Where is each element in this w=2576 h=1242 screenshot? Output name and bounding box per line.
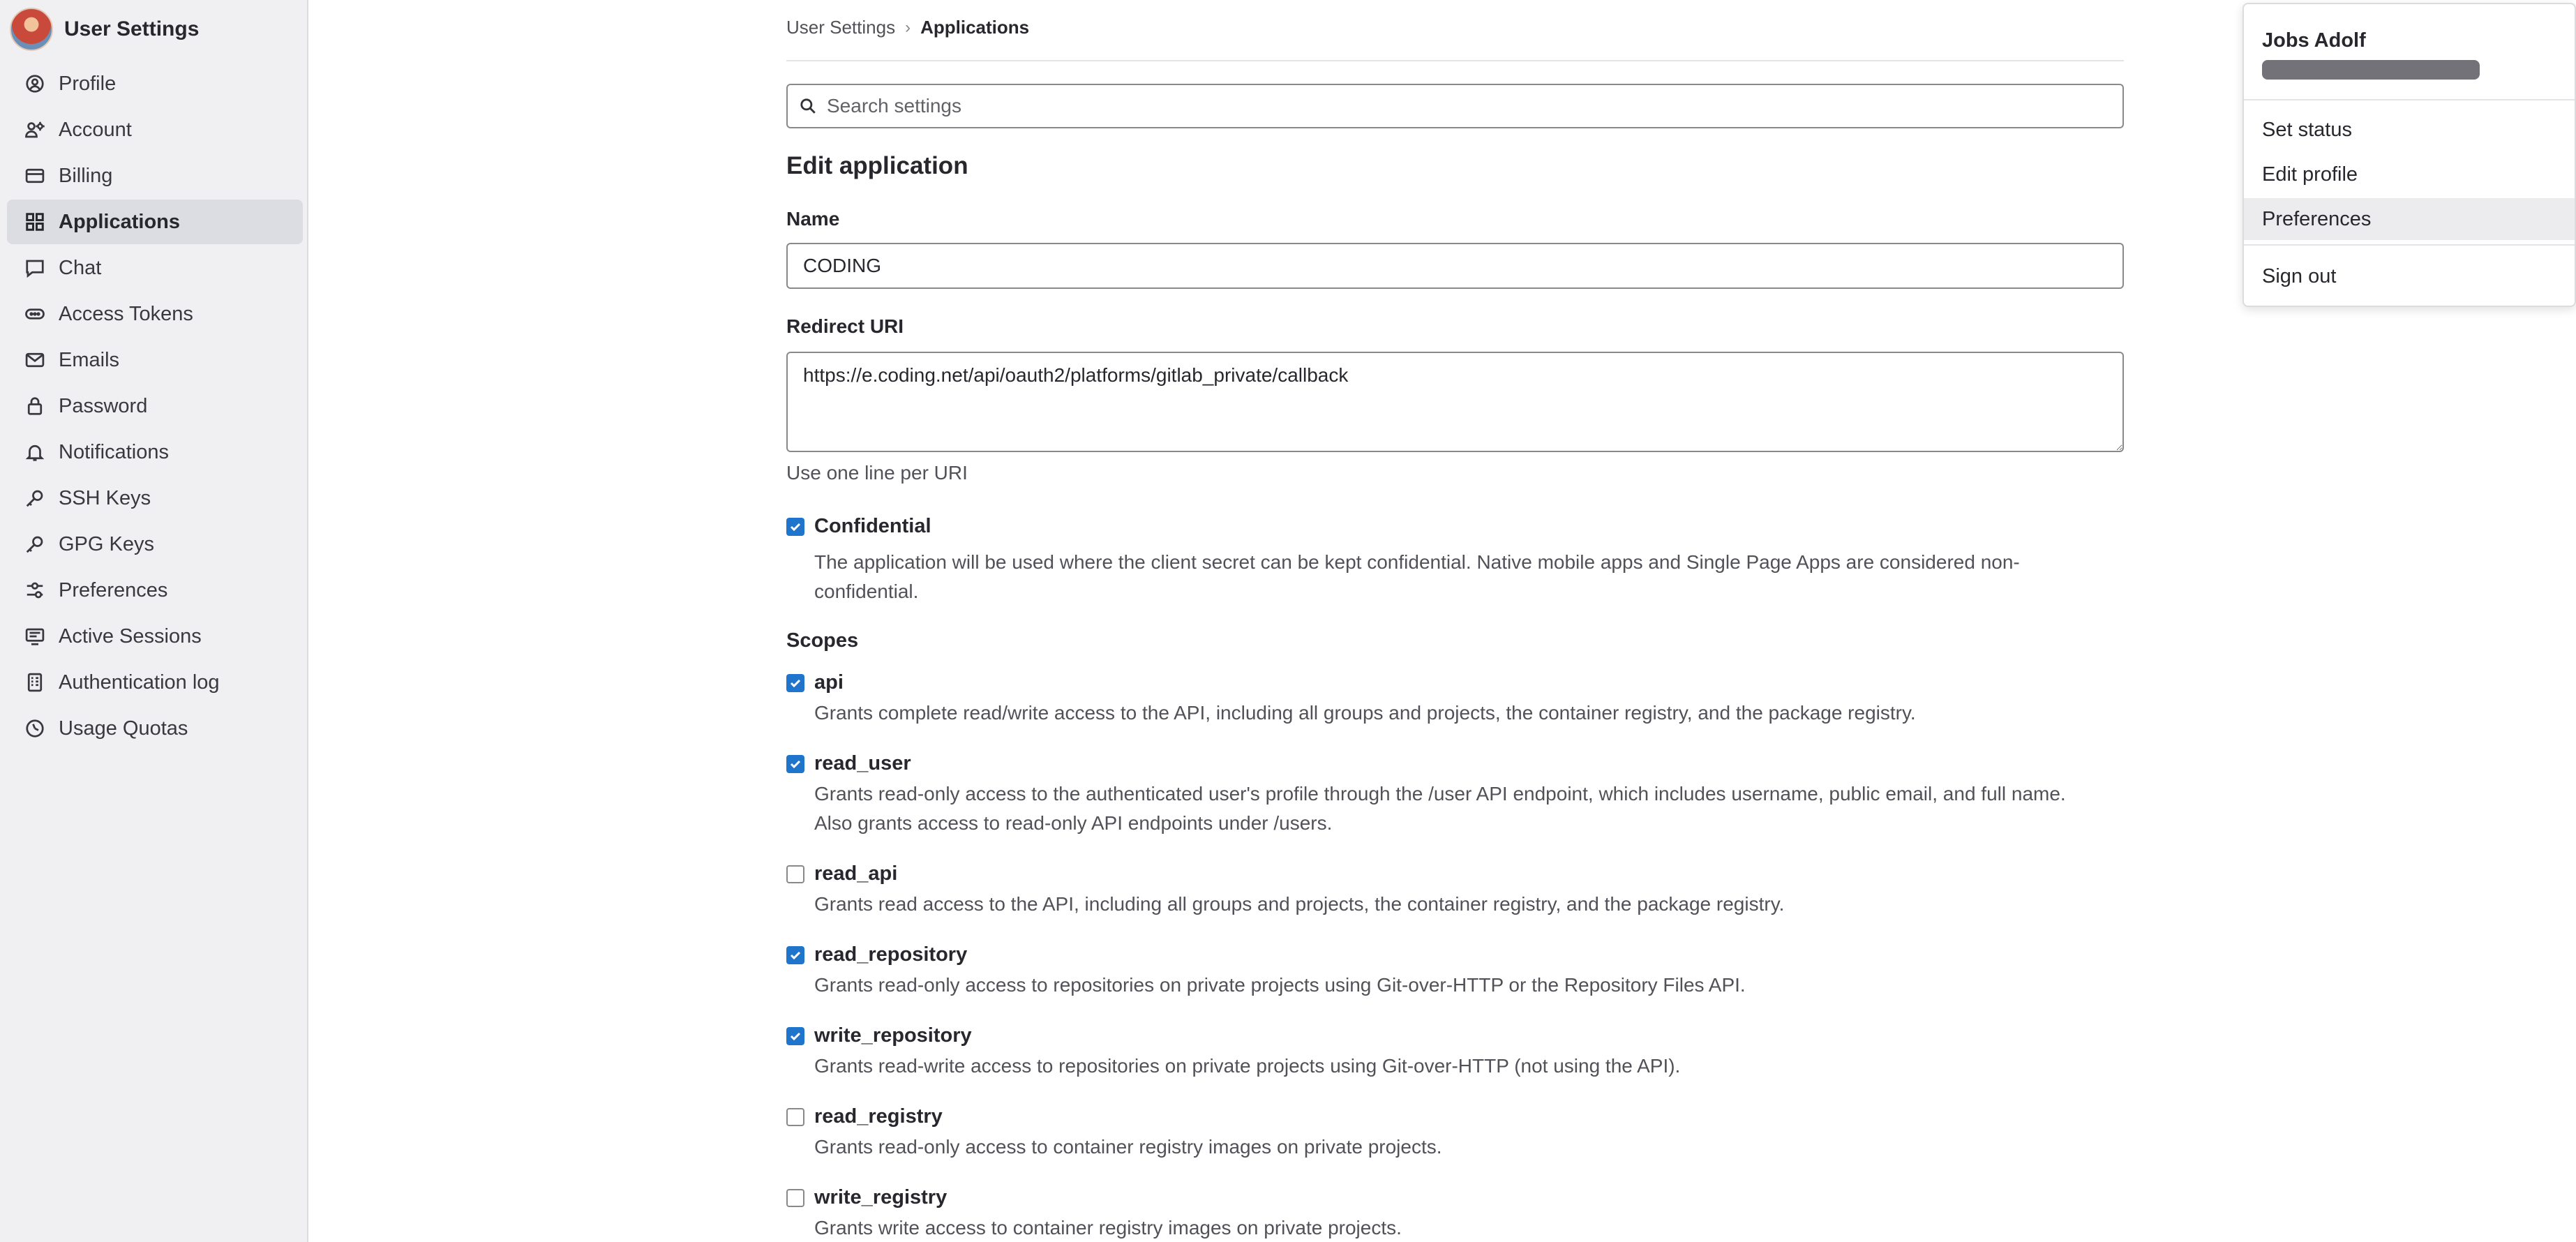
sidebar-item-label: SSH Keys <box>59 486 151 509</box>
sidebar-item-access-tokens[interactable] <box>7 292 303 336</box>
redirect-uri-label: Redirect URI <box>786 315 904 337</box>
scope-read-repository <box>786 943 2124 1000</box>
sidebar-item-account[interactable] <box>7 107 303 152</box>
sidebar-item-label: Active Sessions <box>59 624 202 648</box>
sidebar-header[interactable] <box>10 7 199 52</box>
page-title: Edit application <box>786 152 968 179</box>
breadcrumb-user-settings[interactable]: User Settings <box>786 17 896 38</box>
breadcrumb <box>786 17 1029 38</box>
sidebar-item-password[interactable] <box>7 384 303 428</box>
settings-sidebar <box>0 0 308 1242</box>
scope-read-user-checkbox[interactable] <box>786 755 804 773</box>
sidebar-item-authentication-log[interactable] <box>7 660 303 705</box>
quota-icon <box>24 717 46 740</box>
scope-read-registry-checkbox[interactable] <box>786 1108 804 1126</box>
menu-item-sign-out[interactable]: Sign out <box>2262 264 2337 287</box>
scopes-heading: Scopes <box>786 629 859 652</box>
confidential-label[interactable]: Confidential <box>814 515 931 537</box>
scope-label[interactable]: read_user <box>814 752 911 775</box>
sidebar-item-label: Applications <box>59 210 181 233</box>
sidebar-item-active-sessions[interactable] <box>7 614 303 659</box>
menu-item-preferences[interactable]: Preferences <box>2244 198 2575 240</box>
sidebar-item-chat[interactable] <box>7 246 303 290</box>
confidential-checkbox[interactable] <box>786 518 804 536</box>
chevron-right-icon: › <box>905 17 911 37</box>
scope-label[interactable]: api <box>814 671 844 694</box>
token-icon <box>24 303 46 325</box>
account-icon <box>24 119 46 141</box>
sidebar-item-label: Preferences <box>59 578 168 601</box>
scope-description <box>814 779 2124 838</box>
sidebar-item-usage-quotas[interactable] <box>7 706 303 751</box>
redacted-username <box>2262 60 2480 80</box>
scope-label[interactable]: write_repository <box>814 1024 972 1047</box>
sidebar-item-label: GPG Keys <box>59 532 154 555</box>
lock-icon <box>24 395 46 417</box>
monitor-lines-icon <box>24 625 46 648</box>
user-dropdown-menu <box>2242 3 2576 307</box>
credit-card-icon <box>24 165 46 187</box>
menu-item-edit-profile[interactable]: Edit profile <box>2262 163 2358 186</box>
sidebar-title: User Settings <box>64 17 200 40</box>
search-icon <box>799 97 817 115</box>
scope-label[interactable]: read_registry <box>814 1105 943 1128</box>
key-icon <box>24 533 46 555</box>
menu-item-set-status[interactable]: Set status <box>2262 118 2352 141</box>
sidebar-item-label: Account <box>59 118 132 141</box>
scope-write-registry-checkbox[interactable] <box>786 1189 804 1207</box>
checkmark-icon <box>788 520 802 534</box>
sidebar-item-notifications[interactable] <box>7 430 303 474</box>
redirect-uri-help: Use one line per URI <box>786 462 968 484</box>
key-icon <box>24 487 46 509</box>
scope-description-line: Grants read-only access to the authenticated user's profile through the /user API endpoint, which includes username, public email, and full name. <box>814 783 2066 805</box>
scope-write-repository <box>786 1024 2124 1081</box>
mail-icon <box>24 349 46 371</box>
scope-label[interactable]: write_registry <box>814 1186 948 1209</box>
divider <box>2244 244 2575 246</box>
sidebar-item-emails[interactable] <box>7 338 303 382</box>
scope-description: Grants read access to the API, including all groups and projects, the container registry, and the package registry. <box>814 893 1785 915</box>
sidebar-item-ssh-keys[interactable] <box>7 476 303 521</box>
scope-read-api-checkbox[interactable] <box>786 865 804 883</box>
scope-label[interactable]: read_repository <box>814 943 968 966</box>
avatar[interactable] <box>10 8 53 51</box>
scope-read-api <box>786 862 2124 919</box>
scope-read-user <box>786 752 2124 838</box>
search-input[interactable] <box>827 95 2083 117</box>
redirect-uri-field[interactable] <box>786 352 2124 452</box>
breadcrumb-applications[interactable]: Applications <box>920 17 1030 38</box>
confidential-description-line: confidential. <box>814 581 919 602</box>
scope-description: Grants write access to container registry images on private projects. <box>814 1217 1402 1239</box>
comment-icon <box>24 257 46 279</box>
checkmark-icon <box>788 676 802 690</box>
preferences-icon <box>24 579 46 601</box>
confidential-option <box>786 515 2124 606</box>
scope-description: Grants read-only access to repositories on private projects using Git-over-HTTP or the Repository Files API. <box>814 974 1746 996</box>
sidebar-item-label: Profile <box>59 72 117 95</box>
scope-description: Grants complete read/write access to the API, including all groups and projects, the container registry, and the package registry. <box>814 702 1916 724</box>
sidebar-item-profile[interactable] <box>7 61 303 106</box>
scope-write-repository-checkbox[interactable] <box>786 1027 804 1045</box>
name-field[interactable] <box>786 243 2124 289</box>
scope-description: Grants read-only access to container registry images on private projects. <box>814 1136 1442 1158</box>
scope-api-checkbox[interactable] <box>786 674 804 692</box>
confidential-description <box>814 548 2124 606</box>
user-name: Jobs Adolf <box>2262 29 2366 52</box>
log-icon <box>24 671 46 694</box>
scope-api <box>786 671 2124 728</box>
sidebar-item-label: Billing <box>59 164 113 187</box>
scope-read-registry <box>786 1105 2124 1162</box>
scope-description-line: Also grants access to read-only API endpoints under /users. <box>814 812 1333 834</box>
name-label: Name <box>786 208 840 230</box>
sidebar-item-label: Authentication log <box>59 671 220 694</box>
sidebar-item-preferences[interactable] <box>7 568 303 613</box>
sidebar-item-label: Chat <box>59 256 102 279</box>
checkmark-icon <box>788 757 802 771</box>
bell-icon <box>24 441 46 463</box>
divider <box>2244 99 2575 100</box>
applications-icon <box>24 211 46 233</box>
sidebar-item-label: Password <box>59 394 148 417</box>
scope-label[interactable]: read_api <box>814 862 898 885</box>
scope-description: Grants read-write access to repositories on private projects using Git-over-HTTP (not using the API). <box>814 1055 1681 1077</box>
scope-read-repository-checkbox[interactable] <box>786 946 804 964</box>
sidebar-item-label: Emails <box>59 348 120 371</box>
sidebar-item-applications[interactable] <box>7 200 303 244</box>
search-box[interactable] <box>786 84 2124 128</box>
profile-icon <box>24 73 46 95</box>
checkmark-icon <box>788 1029 802 1043</box>
divider <box>786 60 2124 61</box>
scope-write-registry <box>786 1186 2124 1242</box>
confidential-description-line: The application will be used where the client secret can be kept confidential. Native mobile apps and Single Page Apps are considered non- <box>814 551 2020 573</box>
sidebar-item-label: Access Tokens <box>59 302 193 325</box>
sidebar-nav <box>7 61 303 752</box>
sidebar-item-billing[interactable] <box>7 154 303 198</box>
sidebar-item-gpg-keys[interactable] <box>7 522 303 567</box>
sidebar-item-label: Usage Quotas <box>59 717 188 740</box>
checkmark-icon <box>788 948 802 962</box>
sidebar-item-label: Notifications <box>59 440 169 463</box>
